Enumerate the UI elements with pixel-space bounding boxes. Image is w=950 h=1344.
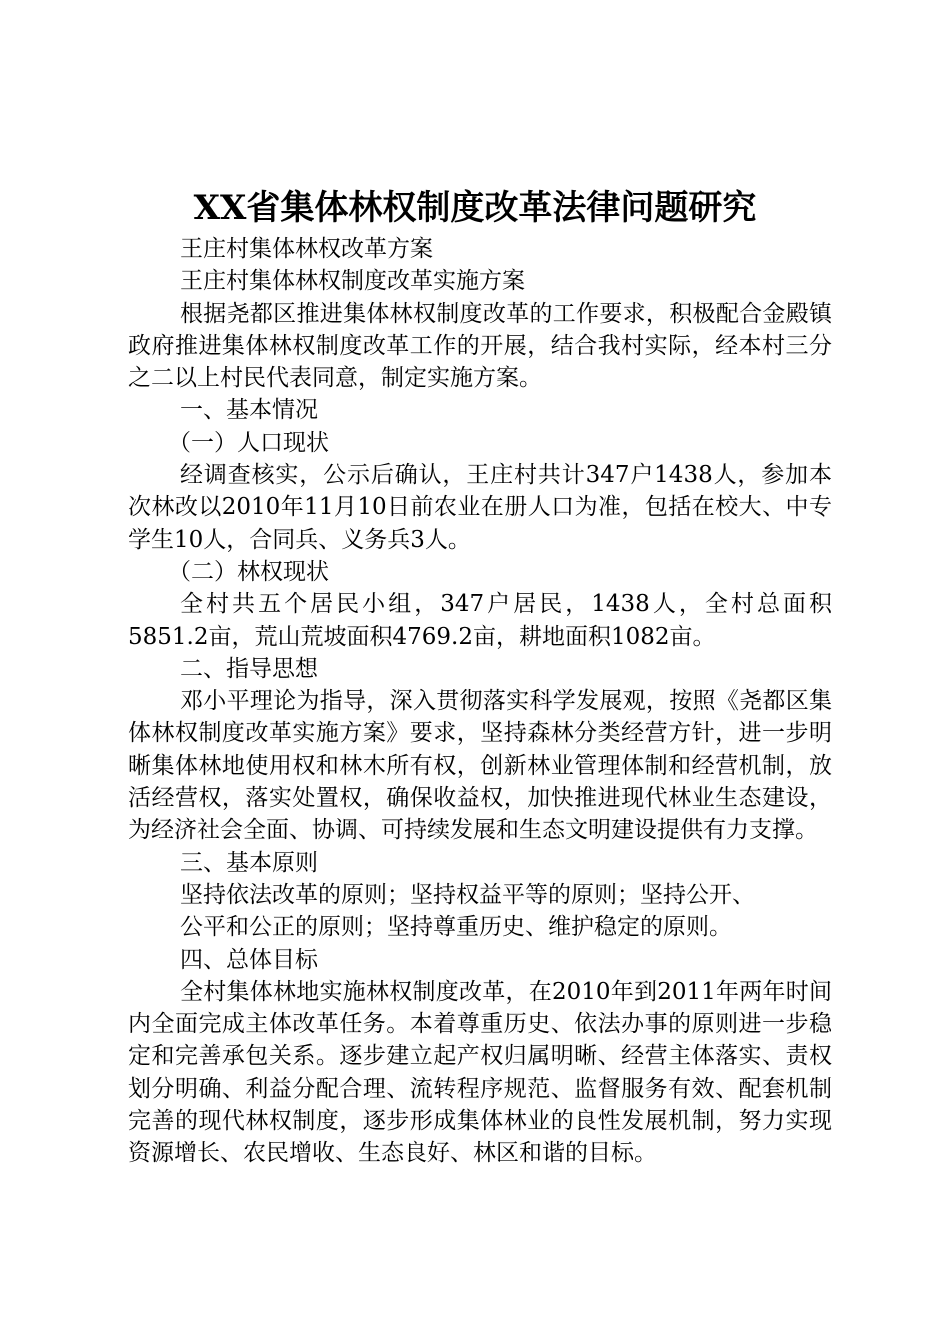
paragraph-guiding-ideology: 邓小平理论为指导，深入贯彻落实科学发展观，按照《尧都区集体林权制度改革实施方案》要求，坚持森林分类经营方针，进一步明晰集体林地使用权和林木所有权，创新林业管理体制和经营机制，放活经营权，落实处置权，确保收益权，加快推进现代林业生态建设，为经济社会全面、协调、可持续发展和生态文明建设提供有力支撑。: [128, 688, 832, 844]
heading-forest-rights: （二）林权现状: [168, 558, 329, 585]
heading-basic-situation: 一、基本情况: [180, 397, 318, 424]
heading-basic-principles: 三、基本原则: [180, 849, 318, 876]
paragraph-subtitle-1: 王庄村集体林权改革方案: [180, 236, 433, 262]
heading-guiding-ideology: 二、指导思想: [180, 655, 318, 682]
paragraph-forest-rights: 全村共五个居民小组，347户居民，1438人，全村总面积5851.2亩，荒山荒坡面积4769.2亩，耕地面积1082亩。: [128, 591, 832, 650]
paragraph-population: 经调查核实，公示后确认，王庄村共计347户1438人，参加本次林改以2010年11月10日前农业在册人口为准，包括在校大、中专学生10人，合同兵、义务兵3人。: [128, 462, 832, 553]
paragraph-principles-line-1: 坚持依法改革的原则；坚持权益平等的原则；坚持公开、: [180, 881, 755, 908]
paragraph-principles-line-2: 公平和公正的原则；坚持尊重历史、维护稳定的原则。: [180, 914, 732, 941]
document-body: [128, 233, 832, 1170]
paragraph-subtitle-2: 王庄村集体林权制度改革实施方案: [180, 268, 525, 295]
paragraph-overall-goal: 全村集体林地实施林权制度改革，在2010年到2011年两年时间内全面完成主体改革任务。本着尊重历史、依法办事的原则进一步稳定和完善承包关系。逐步建立起产权归属明晰、经营主体落实、责权划分明确、利益分配合理、流转程序规范、监督服务有效、配套机制完善的现代林权制度，逐步形成集体林业的良性发展机制，努力实现资源增长、农民增收、生态良好、林区和谐的目标。: [128, 978, 832, 1167]
document-title: XX省集体林权制度改革法律问题研究: [193, 188, 757, 228]
heading-population: （一）人口现状: [168, 429, 329, 456]
paragraph-intro: 根据尧都区推进集体林权制度改革的工作要求，积极配合金殿镇政府推进集体林权制度改革工作的开展，结合我村实际，经本村三分之二以上村民代表同意，制定实施方案。: [128, 300, 832, 392]
heading-overall-goal: 四、总体目标: [180, 946, 318, 973]
